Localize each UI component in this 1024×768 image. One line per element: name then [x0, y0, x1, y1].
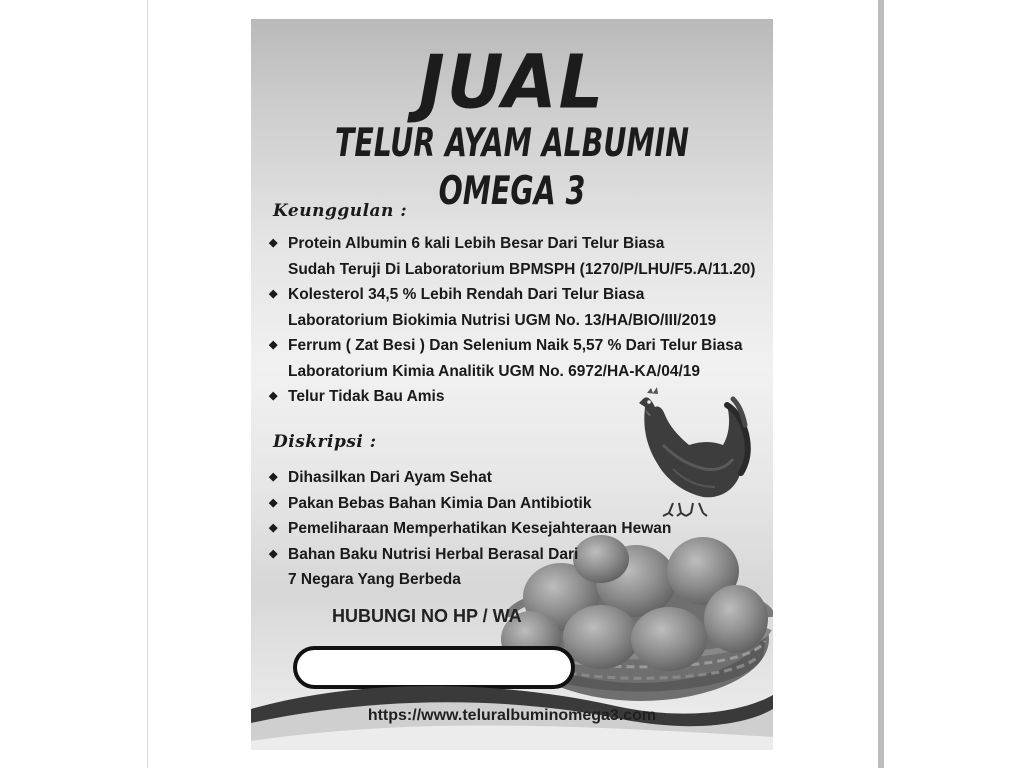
list-item-line: Dihasilkan Dari Ayam Sehat — [288, 469, 492, 486]
page-left-rule — [147, 0, 148, 768]
list-item — [269, 542, 769, 593]
list-item — [269, 231, 769, 282]
list-item-line: Pakan Bebas Bahan Kimia Dan Antibiotik — [288, 494, 592, 512]
diamond-bullet-icon: ◆ — [269, 390, 278, 402]
list-item-line: Sudah Teruji Di Laboratorium BPMSPH (1270/P/LHU/F5.A/11.20) — [288, 260, 756, 278]
list-item-line: Laboratorium Kimia Analitik UGM No. 6972/HA-KA/04/19 — [288, 362, 700, 380]
list-item — [269, 384, 769, 410]
diamond-bullet-icon: ◆ — [269, 522, 278, 534]
poster-title: JUAL — [418, 38, 606, 126]
keunggulan-list — [269, 231, 769, 410]
list-item-line: Telur Tidak Bau Amis — [288, 388, 445, 405]
list-item-line: Ferrum ( Zat Besi ) Dan Selenium Naik 5,57 % Dari Telur Biasa — [288, 337, 743, 354]
list-item — [269, 516, 769, 542]
poster-subtitle: TELUR AYAM ALBUMIN OMEGA 3 — [335, 119, 689, 214]
list-item — [269, 282, 769, 333]
list-item-line: Bahan Baku Nutrisi Herbal Berasal Dari — [288, 545, 579, 563]
list-item — [269, 465, 769, 491]
diamond-bullet-icon: ◆ — [269, 339, 278, 351]
diskripsi-list — [269, 465, 769, 593]
vertical-scrollbar[interactable] — [878, 0, 884, 768]
list-item-line: Kolesterol 34,5 % Lebih Rendah Dari Telur Biasa — [288, 286, 645, 303]
poster — [251, 19, 773, 750]
section-heading-keunggulan: Keunggulan : — [273, 201, 408, 221]
diamond-bullet-icon: ◆ — [269, 471, 278, 483]
list-item-line: Protein Albumin 6 kali Lebih Besar Dari Telur Biasa — [288, 235, 665, 252]
diamond-bullet-icon: ◆ — [269, 288, 278, 300]
diamond-bullet-icon: ◆ — [269, 237, 278, 249]
list-item-line: Laboratorium Biokimia Nutrisi UGM No. 13/HA/BIO/III/2019 — [288, 311, 717, 329]
list-item-line: 7 Negara Yang Berbeda — [288, 571, 461, 588]
contact-label: HUBUNGI NO HP / WA — [332, 606, 522, 626]
diamond-bullet-icon: ◆ — [269, 496, 278, 509]
website-url: https://www.teluralbuminomega3.com — [367, 707, 657, 724]
list-item — [269, 491, 769, 517]
diamond-bullet-icon: ◆ — [269, 547, 278, 560]
section-heading-diskripsi: Diskripsi : — [273, 432, 377, 452]
list-item-line: Pemeliharaan Memperhatikan Kesejahteraan Hewan — [288, 520, 672, 537]
list-item — [269, 333, 769, 384]
